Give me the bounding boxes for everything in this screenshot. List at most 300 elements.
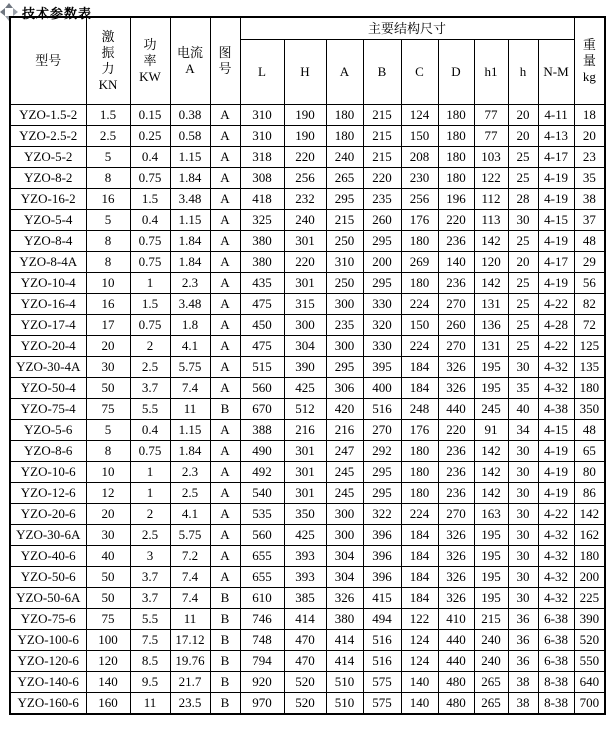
value-cell: 232: [284, 189, 326, 210]
value-cell: 245: [326, 483, 363, 504]
value-cell: 190: [284, 105, 326, 126]
value-cell: 34: [508, 420, 538, 441]
value-cell: A: [210, 231, 240, 252]
value-cell: 270: [438, 336, 474, 357]
value-cell: 0.4: [130, 420, 170, 441]
table-row: [10, 525, 605, 546]
value-cell: 8.5: [130, 651, 170, 672]
value-cell: 3.48: [170, 189, 210, 210]
table-row: [10, 609, 605, 630]
value-cell: 4-32: [538, 525, 574, 546]
value-cell: 180: [326, 105, 363, 126]
value-cell: 100: [86, 630, 130, 651]
model-cell: YZO-50-4: [10, 378, 86, 399]
value-cell: 180: [574, 378, 605, 399]
value-cell: 140: [86, 672, 130, 693]
value-cell: 216: [284, 420, 326, 441]
value-cell: 308: [240, 168, 284, 189]
value-cell: 180: [401, 273, 438, 294]
value-cell: 295: [363, 231, 401, 252]
model-cell: YZO-5-2: [10, 147, 86, 168]
value-cell: 746: [240, 609, 284, 630]
value-cell: 150: [401, 315, 438, 336]
value-cell: 330: [363, 294, 401, 315]
value-cell: 265: [474, 693, 508, 715]
value-cell: 36: [508, 609, 538, 630]
value-cell: 124: [401, 630, 438, 651]
value-cell: 4-17: [538, 147, 574, 168]
value-cell: 4-19: [538, 441, 574, 462]
model-cell: YZO-10-6: [10, 462, 86, 483]
value-cell: 28: [508, 189, 538, 210]
value-cell: 8: [86, 168, 130, 189]
value-cell: A: [210, 462, 240, 483]
value-cell: 318: [240, 147, 284, 168]
value-cell: 4-22: [538, 294, 574, 315]
value-cell: A: [210, 105, 240, 126]
value-cell: 195: [474, 357, 508, 378]
value-cell: 390: [574, 609, 605, 630]
table-row: [10, 399, 605, 420]
value-cell: 304: [326, 546, 363, 567]
value-cell: 4-19: [538, 168, 574, 189]
value-cell: 560: [240, 525, 284, 546]
header-dim-c: C: [401, 40, 438, 105]
value-cell: 142: [474, 441, 508, 462]
value-cell: 30: [508, 546, 538, 567]
value-cell: 326: [326, 588, 363, 609]
value-cell: 256: [284, 168, 326, 189]
value-cell: A: [210, 126, 240, 147]
value-cell: 180: [401, 231, 438, 252]
value-cell: 142: [474, 231, 508, 252]
value-cell: 396: [363, 567, 401, 588]
value-cell: 380: [240, 252, 284, 273]
model-cell: YZO-75-6: [10, 609, 86, 630]
value-cell: 160: [86, 693, 130, 715]
value-cell: 326: [438, 546, 474, 567]
value-cell: 215: [363, 126, 401, 147]
value-cell: A: [210, 525, 240, 546]
value-cell: 520: [284, 693, 326, 715]
value-cell: 410: [438, 609, 474, 630]
table-row: [10, 273, 605, 294]
value-cell: 350: [574, 399, 605, 420]
value-cell: 150: [401, 126, 438, 147]
value-cell: 1.84: [170, 252, 210, 273]
table-row: [10, 210, 605, 231]
value-cell: 396: [363, 525, 401, 546]
value-cell: 295: [363, 462, 401, 483]
value-cell: 124: [401, 651, 438, 672]
value-cell: 224: [401, 336, 438, 357]
value-cell: 480: [438, 672, 474, 693]
tech-params-table: [9, 16, 606, 715]
value-cell: 515: [240, 357, 284, 378]
value-cell: 520: [284, 672, 326, 693]
value-cell: 125: [574, 336, 605, 357]
value-cell: 20: [86, 504, 130, 525]
value-cell: 215: [363, 147, 401, 168]
header-dim-h1: h1: [474, 40, 508, 105]
value-cell: 248: [401, 399, 438, 420]
value-cell: A: [210, 441, 240, 462]
value-cell: 6-38: [538, 651, 574, 672]
model-cell: YZO-5-6: [10, 420, 86, 441]
value-cell: 1.5: [86, 105, 130, 126]
table-row: [10, 147, 605, 168]
value-cell: 2.5: [86, 126, 130, 147]
model-cell: YZO-30-6A: [10, 525, 86, 546]
value-cell: 36: [508, 630, 538, 651]
value-cell: 326: [438, 378, 474, 399]
value-cell: 180: [401, 441, 438, 462]
value-cell: 326: [438, 567, 474, 588]
value-cell: 4-38: [538, 399, 574, 420]
value-cell: 5: [86, 147, 130, 168]
value-cell: 301: [284, 441, 326, 462]
header-drawing-no: 图 号: [210, 17, 240, 105]
table-row: [10, 420, 605, 441]
value-cell: 4-32: [538, 546, 574, 567]
value-cell: 247: [326, 441, 363, 462]
value-cell: 236: [438, 441, 474, 462]
table-row: [10, 483, 605, 504]
value-cell: 240: [326, 147, 363, 168]
value-cell: 295: [326, 357, 363, 378]
value-cell: 216: [326, 420, 363, 441]
value-cell: 0.15: [130, 105, 170, 126]
value-cell: 655: [240, 546, 284, 567]
value-cell: 25: [508, 168, 538, 189]
value-cell: 195: [474, 567, 508, 588]
value-cell: B: [210, 399, 240, 420]
value-cell: 510: [326, 693, 363, 715]
value-cell: 8: [86, 441, 130, 462]
value-cell: 640: [574, 672, 605, 693]
value-cell: 414: [326, 630, 363, 651]
value-cell: 2.3: [170, 462, 210, 483]
value-cell: 236: [438, 462, 474, 483]
value-cell: 75: [86, 609, 130, 630]
value-cell: 224: [401, 294, 438, 315]
value-cell: 30: [86, 357, 130, 378]
table-row: [10, 693, 605, 715]
value-cell: 300: [326, 336, 363, 357]
value-cell: 490: [240, 441, 284, 462]
value-cell: 0.58: [170, 126, 210, 147]
value-cell: 40: [86, 546, 130, 567]
value-cell: 301: [284, 231, 326, 252]
value-cell: 103: [474, 147, 508, 168]
value-cell: 56: [574, 273, 605, 294]
value-cell: 440: [438, 630, 474, 651]
model-cell: YZO-120-6: [10, 651, 86, 672]
table-row: [10, 588, 605, 609]
value-cell: 295: [363, 273, 401, 294]
value-cell: 184: [401, 567, 438, 588]
value-cell: B: [210, 609, 240, 630]
value-cell: 122: [401, 609, 438, 630]
value-cell: A: [210, 210, 240, 231]
model-cell: YZO-16-4: [10, 294, 86, 315]
value-cell: 77: [474, 126, 508, 147]
value-cell: 180: [401, 483, 438, 504]
value-cell: 304: [326, 567, 363, 588]
table-row: [10, 126, 605, 147]
value-cell: 30: [508, 210, 538, 231]
value-cell: 0.75: [130, 168, 170, 189]
value-cell: B: [210, 651, 240, 672]
value-cell: 1.15: [170, 210, 210, 231]
table-row: [10, 672, 605, 693]
model-cell: YZO-17-4: [10, 315, 86, 336]
header-model: 型号: [10, 17, 86, 105]
value-cell: 236: [438, 483, 474, 504]
value-cell: 2.5: [170, 483, 210, 504]
value-cell: 1.5: [130, 294, 170, 315]
value-cell: 162: [574, 525, 605, 546]
table-row: [10, 546, 605, 567]
value-cell: 470: [284, 651, 326, 672]
value-cell: 1.84: [170, 441, 210, 462]
value-cell: 120: [86, 651, 130, 672]
value-cell: 4-32: [538, 357, 574, 378]
value-cell: 700: [574, 693, 605, 715]
value-cell: 23: [574, 147, 605, 168]
value-cell: 25: [508, 231, 538, 252]
value-cell: 75: [86, 399, 130, 420]
value-cell: 35: [574, 168, 605, 189]
value-cell: 301: [284, 273, 326, 294]
value-cell: 30: [508, 588, 538, 609]
value-cell: 142: [474, 483, 508, 504]
value-cell: 388: [240, 420, 284, 441]
model-cell: YZO-20-6: [10, 504, 86, 525]
value-cell: A: [210, 357, 240, 378]
value-cell: 30: [508, 483, 538, 504]
model-cell: YZO-8-6: [10, 441, 86, 462]
value-cell: A: [210, 168, 240, 189]
value-cell: 270: [438, 294, 474, 315]
value-cell: A: [210, 147, 240, 168]
value-cell: 20: [574, 126, 605, 147]
value-cell: 655: [240, 567, 284, 588]
value-cell: 492: [240, 462, 284, 483]
value-cell: 2: [130, 504, 170, 525]
value-cell: 1.84: [170, 231, 210, 252]
value-cell: 5.5: [130, 609, 170, 630]
value-cell: 37: [574, 210, 605, 231]
value-cell: 163: [474, 504, 508, 525]
value-cell: 3.7: [130, 588, 170, 609]
value-cell: 3.7: [130, 567, 170, 588]
value-cell: 330: [363, 336, 401, 357]
value-cell: B: [210, 672, 240, 693]
value-cell: 195: [474, 546, 508, 567]
value-cell: 400: [363, 378, 401, 399]
value-cell: 220: [284, 147, 326, 168]
value-cell: 440: [438, 399, 474, 420]
value-cell: 520: [574, 630, 605, 651]
header-dim-h: h: [508, 40, 538, 105]
value-cell: 3: [130, 546, 170, 567]
value-cell: 610: [240, 588, 284, 609]
value-cell: 131: [474, 336, 508, 357]
value-cell: 322: [363, 504, 401, 525]
value-cell: A: [210, 378, 240, 399]
value-cell: 480: [438, 693, 474, 715]
value-cell: 215: [474, 609, 508, 630]
value-cell: 25: [508, 273, 538, 294]
value-cell: 25: [508, 315, 538, 336]
value-cell: 17.12: [170, 630, 210, 651]
value-cell: 300: [326, 504, 363, 525]
value-cell: 240: [474, 651, 508, 672]
table-row: [10, 252, 605, 273]
value-cell: 0.25: [130, 126, 170, 147]
value-cell: 3.48: [170, 294, 210, 315]
value-cell: 124: [401, 105, 438, 126]
header-weight: 重 量 kg: [574, 17, 605, 105]
header-row-top: [10, 17, 605, 40]
value-cell: A: [210, 483, 240, 504]
value-cell: 4-19: [538, 189, 574, 210]
value-cell: 390: [284, 357, 326, 378]
value-cell: 304: [284, 336, 326, 357]
value-cell: 220: [363, 168, 401, 189]
value-cell: 224: [401, 504, 438, 525]
value-cell: 2.5: [130, 525, 170, 546]
value-cell: 300: [326, 525, 363, 546]
header-dim-h: H: [284, 40, 326, 105]
value-cell: 1: [130, 483, 170, 504]
value-cell: 414: [326, 651, 363, 672]
value-cell: 135: [574, 357, 605, 378]
value-cell: 393: [284, 546, 326, 567]
value-cell: 6-38: [538, 630, 574, 651]
model-cell: YZO-160-6: [10, 693, 86, 715]
table-row: [10, 189, 605, 210]
value-cell: 0.38: [170, 105, 210, 126]
value-cell: 25: [508, 294, 538, 315]
value-cell: 215: [363, 105, 401, 126]
value-cell: 20: [508, 105, 538, 126]
value-cell: 190: [284, 126, 326, 147]
value-cell: 4-15: [538, 210, 574, 231]
value-cell: 245: [326, 462, 363, 483]
table-row: [10, 630, 605, 651]
value-cell: 11: [130, 693, 170, 715]
value-cell: 540: [240, 483, 284, 504]
value-cell: A: [210, 420, 240, 441]
table-body: [10, 105, 605, 715]
value-cell: 295: [326, 189, 363, 210]
value-cell: 50: [86, 588, 130, 609]
value-cell: 415: [363, 588, 401, 609]
value-cell: 16: [86, 294, 130, 315]
model-cell: YZO-10-4: [10, 273, 86, 294]
value-cell: 250: [326, 231, 363, 252]
value-cell: 184: [401, 546, 438, 567]
value-cell: 310: [240, 126, 284, 147]
value-cell: 535: [240, 504, 284, 525]
value-cell: 91: [474, 420, 508, 441]
value-cell: 30: [508, 357, 538, 378]
value-cell: 215: [326, 210, 363, 231]
value-cell: 292: [363, 441, 401, 462]
value-cell: 18: [574, 105, 605, 126]
value-cell: 220: [438, 210, 474, 231]
value-cell: 670: [240, 399, 284, 420]
model-cell: YZO-12-6: [10, 483, 86, 504]
value-cell: 131: [474, 294, 508, 315]
value-cell: 10: [86, 462, 130, 483]
value-cell: 510: [326, 672, 363, 693]
model-cell: YZO-1.5-2: [10, 105, 86, 126]
value-cell: 265: [474, 672, 508, 693]
value-cell: 2.3: [170, 273, 210, 294]
value-cell: 4-13: [538, 126, 574, 147]
value-cell: 516: [363, 630, 401, 651]
value-cell: 380: [240, 231, 284, 252]
value-cell: 140: [401, 693, 438, 715]
value-cell: 475: [240, 336, 284, 357]
value-cell: 1.5: [130, 189, 170, 210]
value-cell: 475: [240, 294, 284, 315]
value-cell: 2: [130, 336, 170, 357]
value-cell: 245: [474, 399, 508, 420]
value-cell: 414: [284, 609, 326, 630]
value-cell: 140: [401, 672, 438, 693]
value-cell: 38: [508, 672, 538, 693]
value-cell: 301: [284, 462, 326, 483]
value-cell: 260: [438, 315, 474, 336]
value-cell: 195: [474, 378, 508, 399]
value-cell: 200: [363, 252, 401, 273]
value-cell: 180: [438, 168, 474, 189]
model-cell: YZO-50-6: [10, 567, 86, 588]
value-cell: 420: [326, 399, 363, 420]
value-cell: 184: [401, 357, 438, 378]
page-title: 技术参数表: [22, 5, 93, 21]
value-cell: 112: [474, 189, 508, 210]
value-cell: 4-32: [538, 378, 574, 399]
value-cell: 8: [86, 252, 130, 273]
model-cell: YZO-100-6: [10, 630, 86, 651]
table-row: [10, 315, 605, 336]
header-dim-n-m: N-M: [538, 40, 574, 105]
value-cell: 450: [240, 315, 284, 336]
value-cell: 30: [508, 525, 538, 546]
value-cell: 1: [130, 273, 170, 294]
value-cell: 560: [240, 378, 284, 399]
value-cell: 142: [574, 504, 605, 525]
value-cell: 240: [474, 630, 508, 651]
value-cell: 30: [508, 567, 538, 588]
value-cell: 23.5: [170, 693, 210, 715]
value-cell: A: [210, 567, 240, 588]
value-cell: 180: [438, 105, 474, 126]
value-cell: 516: [363, 651, 401, 672]
value-cell: A: [210, 546, 240, 567]
table-row: [10, 168, 605, 189]
value-cell: 385: [284, 588, 326, 609]
value-cell: 0.75: [130, 441, 170, 462]
value-cell: 0.4: [130, 147, 170, 168]
value-cell: 200: [574, 567, 605, 588]
value-cell: 12: [86, 483, 130, 504]
